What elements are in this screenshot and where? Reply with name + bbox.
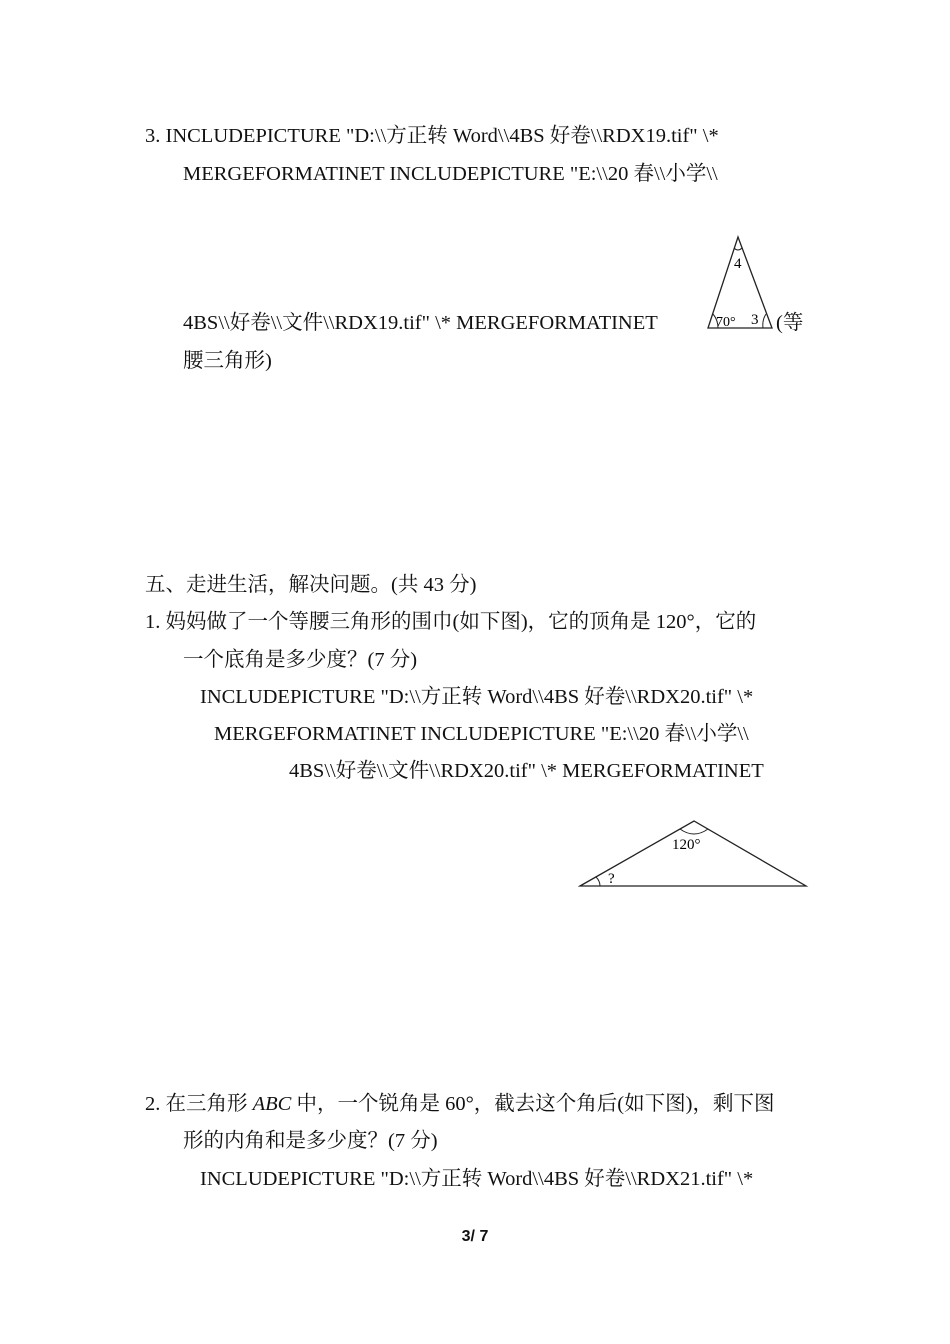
apex-angle-label: 4 — [734, 256, 742, 272]
base-angle-arc — [596, 877, 600, 886]
triangle-name: ABC — [252, 1093, 292, 1115]
q2-include-1: INCLUDEPICTURE "D:\\方正转 Word\\4BS 好卷\\RDX21.tif" \* — [200, 1168, 754, 1190]
section-heading: 五、走进生活，解决问题。(共 43 分) — [145, 574, 477, 596]
right-angle-arc — [763, 314, 766, 328]
q2-line-1 — [145, 1091, 774, 1117]
q1-include-2: MERGEFORMATINET INCLUDEPICTURE "E:\\20 春\\小学\\ — [214, 723, 749, 745]
q1-include-3: 4BS\\好卷\\文件\\RDX20.tif" \* MERGEFORMATINET — [289, 760, 764, 782]
scarf-triangle-figure-q1 — [578, 815, 810, 891]
apex-angle-arc — [680, 829, 708, 834]
q2-line-1-start: 2. 在三角形 — [145, 1093, 253, 1115]
q3-line-1: 3. INCLUDEPICTURE "D:\\方正转 Word\\4BS 好卷\\RDX19.tif" \* — [145, 125, 719, 147]
q3-line-4: 腰三角形) — [183, 350, 272, 372]
q3-line-3: 4BS\\好卷\\文件\\RDX19.tif" \* MERGEFORMATINET — [183, 312, 658, 334]
q3-line-2: MERGEFORMATINET INCLUDEPICTURE "E:\\20 春\\小学\\ — [183, 163, 718, 185]
isosceles-triangle-figure-q3 — [704, 232, 776, 332]
base-angle-label: ? — [608, 871, 615, 887]
q1-line-1: 1. 妈妈做了一个等腰三角形的围巾(如下图)，它的顶角是 120°，它的 — [145, 611, 757, 633]
q3-line-3-tail: (等 — [776, 312, 804, 334]
apex-angle-arc — [734, 248, 742, 250]
q1-include-1: INCLUDEPICTURE "D:\\方正转 Word\\4BS 好卷\\RDX20.tif" \* — [200, 686, 754, 708]
page-number: 3/ 7 — [461, 1228, 489, 1245]
right-angle-label: 3 — [751, 312, 759, 328]
q2-line-2: 形的内角和是多少度？(7 分) — [183, 1130, 438, 1152]
q2-line-1-end: 中，一个锐角是 60°，截去这个角后(如下图)，剩下图 — [291, 1093, 775, 1115]
q1-line-2: 一个底角是多少度？(7 分) — [183, 649, 418, 671]
left-angle-label: 70° — [716, 315, 736, 330]
apex-angle-label: 120° — [672, 837, 701, 853]
